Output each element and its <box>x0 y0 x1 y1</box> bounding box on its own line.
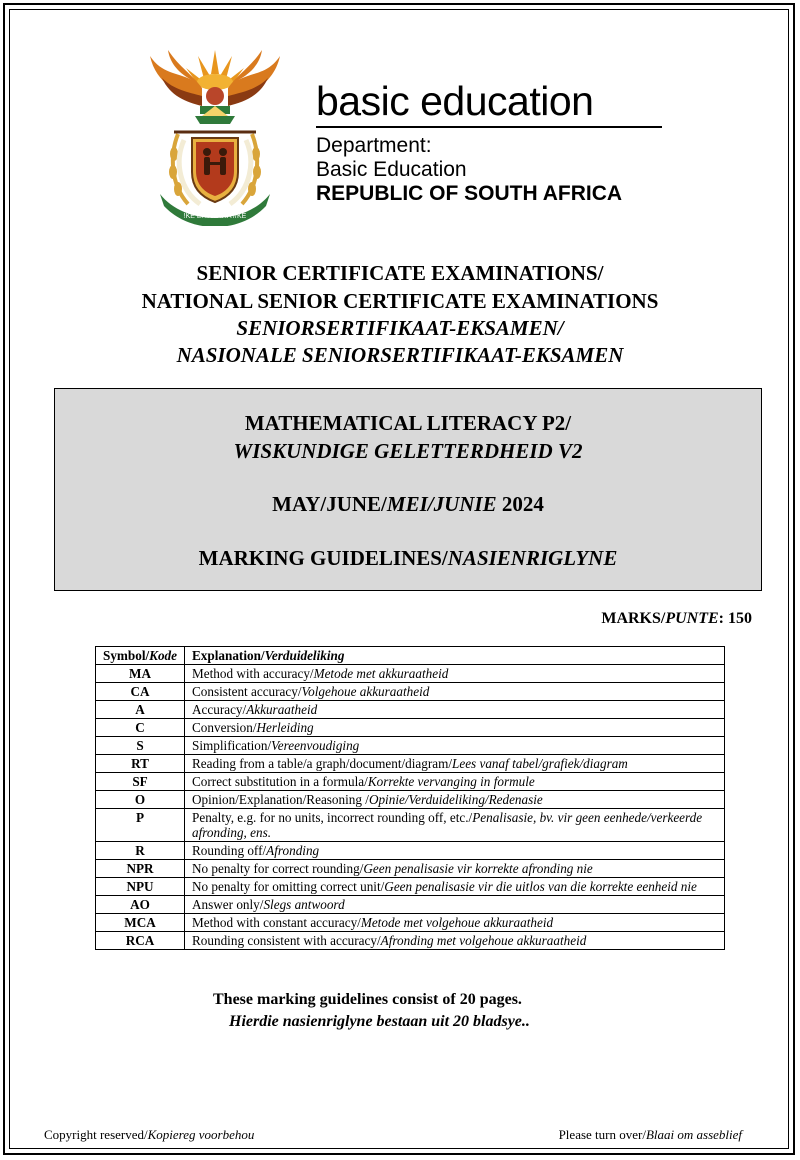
symbol-cell: O <box>96 791 185 809</box>
table-row <box>96 737 725 755</box>
table-row <box>96 914 725 932</box>
symbol-column-header <box>96 647 185 665</box>
symbol-cell: RCA <box>96 932 185 950</box>
explanation-en: Accuracy/ <box>192 702 247 717</box>
marks-value: 150 <box>728 610 752 627</box>
explanation-en: No penalty for omitting correct unit/ <box>192 879 385 894</box>
department-name: Basic Education <box>316 158 467 181</box>
explanation-en: Correct substitution in a formula/ <box>192 774 368 789</box>
explanation-af: Volgehoue akkuraatheid <box>301 684 430 699</box>
document-type <box>55 545 761 571</box>
explanation-en: Method with constant accuracy/ <box>192 915 361 930</box>
table-header-row <box>96 647 725 665</box>
table-row <box>96 842 725 860</box>
table-row <box>96 683 725 701</box>
table-row <box>96 860 725 878</box>
explanation-cell <box>185 932 725 950</box>
explanation-en: Opinion/Explanation/Reasoning / <box>192 792 369 807</box>
explanation-en: Rounding off/ <box>192 843 267 858</box>
explanation-en: Penalty, e.g. for no units, incorrect rounding off, etc./ <box>192 810 473 825</box>
symbol-cell: MA <box>96 665 185 683</box>
brand-divider <box>316 126 662 128</box>
total-marks <box>601 610 752 628</box>
exam-heading-line-3: SENIORSERTIFIKAAT-EKSAMEN/ <box>236 316 564 340</box>
symbol-cell: NPR <box>96 860 185 878</box>
explanation-cell <box>185 683 725 701</box>
explanation-cell <box>185 809 725 842</box>
marking-symbols-table <box>95 646 725 950</box>
explanation-af: Penalisasie, bv. vir geen eenhede/verkeerde afronding, ens. <box>192 810 703 840</box>
subject-title-af: WISKUNDIGE GELETTERDHEID V2 <box>233 439 583 463</box>
explanation-af: Opinie/Verduideliking/Redenasie <box>368 792 543 807</box>
country-name: REPUBLIC OF SOUTH AFRICA <box>316 182 623 205</box>
marks-label-af: PUNTE <box>665 610 719 627</box>
explanation-header-en: Explanation/ <box>192 648 265 663</box>
explanation-cell <box>185 719 725 737</box>
table-row <box>96 791 725 809</box>
copyright-notice <box>44 1127 254 1143</box>
symbol-header-en: Symbol/ <box>103 648 150 663</box>
table-row <box>96 896 725 914</box>
marks-label-en: MARKS/ <box>601 610 666 627</box>
explanation-header-af: Verduideliking <box>264 648 345 663</box>
explanation-cell <box>185 665 725 683</box>
table-row <box>96 878 725 896</box>
subject-title-en: MATHEMATICAL LITERACY P2/ <box>244 411 572 435</box>
explanation-af: Lees vanaf tabel/grafiek/diagram <box>452 756 628 771</box>
copyright-af: Kopiereg voorbehou <box>147 1127 255 1142</box>
explanation-af: Herleiding <box>256 720 314 735</box>
subject-box <box>54 388 762 591</box>
explanation-en: Conversion/ <box>192 720 257 735</box>
explanation-cell <box>185 737 725 755</box>
explanation-cell <box>185 896 725 914</box>
explanation-af: Geen penalisasie vir korrekte afronding nie <box>363 861 593 876</box>
explanation-en: Consistent accuracy/ <box>192 684 302 699</box>
explanation-cell <box>185 914 725 932</box>
exam-year: 2024 <box>496 492 544 516</box>
symbol-cell: AO <box>96 896 185 914</box>
explanation-af: Geen penalisasie vir die uitlos van die korrekte eenheid nie <box>384 879 697 894</box>
copyright-en: Copyright reserved/ <box>44 1127 148 1142</box>
table-row <box>96 809 725 842</box>
brand-title: basic education <box>316 78 594 124</box>
symbol-cell: MCA <box>96 914 185 932</box>
table-row <box>96 701 725 719</box>
symbol-cell: C <box>96 719 185 737</box>
table-row <box>96 755 725 773</box>
explanation-cell <box>185 842 725 860</box>
explanation-af: Metode met volgehoue akkuraatheid <box>360 915 554 930</box>
explanation-af: Metode met akkuraatheid <box>313 666 449 681</box>
turn-over-notice <box>559 1127 742 1143</box>
symbol-header-af: Kode <box>149 648 178 663</box>
exam-date-en: MAY/JUNE/ <box>272 492 387 516</box>
table-row <box>96 773 725 791</box>
explanation-af: Akkuraatheid <box>246 702 318 717</box>
explanation-en: Method with accuracy/ <box>192 666 314 681</box>
symbol-cell: CA <box>96 683 185 701</box>
explanation-en: No penalty for correct rounding/ <box>192 861 364 876</box>
marks-separator: : <box>718 610 728 627</box>
explanation-cell <box>185 773 725 791</box>
exam-date <box>55 491 761 517</box>
exam-heading-line-2: NATIONAL SENIOR CERTIFICATE EXAMINATIONS <box>141 289 659 313</box>
motto-text: !KE E: /XARRA //KE <box>183 213 247 220</box>
coat-of-arms-logo <box>140 44 290 226</box>
department-label: Department: <box>316 134 432 157</box>
explanation-en: Rounding consistent with accuracy/ <box>192 933 381 948</box>
explanation-af: Slegs antwoord <box>263 897 345 912</box>
explanation-af: Afronding <box>266 843 320 858</box>
document-type-en: MARKING GUIDELINES/ <box>198 546 448 570</box>
symbol-cell: SF <box>96 773 185 791</box>
explanation-en: Answer only/ <box>192 897 264 912</box>
explanation-af: Korrekte vervanging in formule <box>367 774 535 789</box>
explanation-af: Afronding met volgehoue akkuraatheid <box>380 933 587 948</box>
table-row <box>96 665 725 683</box>
symbol-cell: NPU <box>96 878 185 896</box>
symbol-cell: RT <box>96 755 185 773</box>
explanation-cell <box>185 791 725 809</box>
symbol-cell: A <box>96 701 185 719</box>
table-row <box>96 932 725 950</box>
page-count-en: These marking guidelines consist of 20 pages. <box>213 991 522 1008</box>
explanation-af: Vereenvoudiging <box>271 738 360 753</box>
turn-over-af: Blaai om asseblief <box>645 1127 742 1142</box>
explanation-cell <box>185 878 725 896</box>
exam-date-af: MEI/JUNIE <box>386 492 497 516</box>
turn-over-en: Please turn over/ <box>558 1127 646 1142</box>
symbol-cell: R <box>96 842 185 860</box>
explanation-cell <box>185 860 725 878</box>
explanation-en: Reading from a table/a graph/document/diagram/ <box>192 756 453 771</box>
page-count-af: Hierdie nasienriglyne bestaan uit 20 bladsye.. <box>229 1013 530 1030</box>
explanation-column-header <box>185 647 725 665</box>
department-brand <box>316 78 666 206</box>
exam-heading-line-1: SENIOR CERTIFICATE EXAMINATIONS/ <box>196 261 604 285</box>
explanation-cell <box>185 701 725 719</box>
table-row <box>96 719 725 737</box>
explanation-cell <box>185 755 725 773</box>
exam-heading-line-4: NASIONALE SENIORSERTIFIKAAT-EKSAMEN <box>176 343 624 367</box>
explanation-en: Simplification/ <box>192 738 272 753</box>
symbol-cell: S <box>96 737 185 755</box>
symbol-cell: P <box>96 809 185 842</box>
document-type-af: NASIENRIGLYNE <box>447 546 618 570</box>
